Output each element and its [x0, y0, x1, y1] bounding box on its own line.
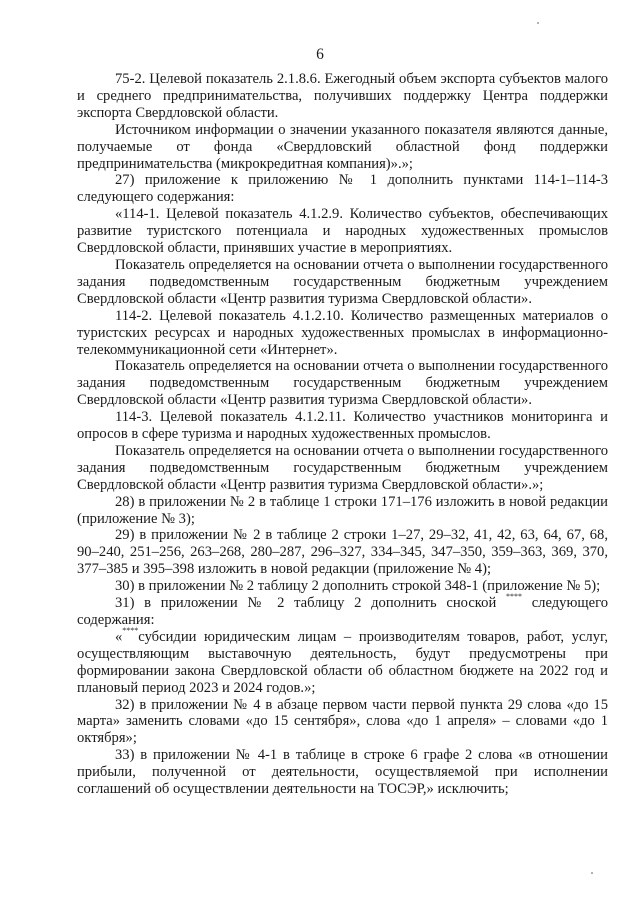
paragraph-114-1: «114-1. Целевой показатель 4.1.2.9. Количество субъектов, обеспечивающих развитие туристского потенциала и народных художественных промыслов Свердловской области, принявших участие в мероприятиях. — [77, 206, 608, 257]
text-segment: следующего содержания: — [77, 595, 608, 628]
paragraph-114-3: 114-3. Целевой показатель 4.1.2.11. Количество участников мониторинга и опросов в сфере туризма и народных художественных промыслов. — [77, 409, 608, 443]
paragraph-item-27: 27) приложение к приложению № 1 дополнить пунктами 114-1–114-3 следующего содержания: — [77, 172, 608, 206]
footnote-marker: **** — [122, 626, 139, 636]
text-segment: « — [115, 628, 123, 645]
scan-speck — [591, 872, 593, 874]
paragraph-item-28: 28) в приложении № 2 в таблице 1 строки 171–176 изложить в новой редакции (приложение № 3); — [77, 493, 608, 527]
paragraph-footnote-text — [77, 626, 608, 697]
text-segment: 31) в приложении № 2 таблицу 2 дополнить сноской — [115, 595, 506, 612]
text-segment: субсидии юридическим лицам – производителям товаров, работ, услуг, осуществляющим выставочную деятельность, будут предусмотрены при формировании закона Свердловской области об областном бюджете на 2022 год и плановый период 2023 и 2024 годов.»; — [77, 628, 608, 696]
page-number: 6 — [316, 46, 324, 63]
paragraph-indicator-definition: Показатель определяется на основании отчета о выполнении государственного задания подведомственным государственным бюджетным учреждением Свердловской области «Центр развития туризма Свердловской области». — [77, 256, 608, 307]
footnote-marker: **** — [505, 592, 522, 602]
paragraph-indicator-definition: Показатель определяется на основании отчета о выполнении государственного задания подведомственным государственным бюджетным учреждением Свердловской области «Центр развития туризма Свердловской области». — [77, 358, 608, 409]
paragraph-item-33: 33) в приложении № 4-1 в таблице в строке 6 графе 2 слова «в отношении прибыли, полученной от деятельности, осуществляемой при исполнении соглашений об осуществлении деятельности на ТОСЭР,» исключить; — [77, 747, 608, 798]
paragraph-75-2: 75-2. Целевой показатель 2.1.8.6. Ежегодный объем экспорта субъектов малого и среднего предпринимательства, получивших поддержку Центра поддержки экспорта Свердловской области. — [77, 71, 608, 121]
paragraph-114-2: 114-2. Целевой показатель 4.1.2.10. Количество размещенных материалов о туристских ресурсах и народных художественных промыслах в информационно-телекоммуникационной сети «Интернет». — [77, 307, 608, 358]
paragraph-item-29: 29) в приложении № 2 в таблице 2 строки 1–27, 29–32, 41, 42, 63, 64, 67, 68, 90–240, 251–256, 263–268, 280–287, 296–327, 334–345, 347–350, 359–363, 369, 370, 377–385 и 395–398 изложить в новой редакции (приложение № 4); — [77, 527, 608, 578]
scan-speck — [537, 22, 539, 24]
paragraph-indicator-definition: Показатель определяется на основании отчета о выполнении государственного задания подведомственным государственным бюджетным учреждением Свердловской области «Центр развития туризма Свердловской области».»; — [77, 442, 608, 493]
paragraph-information-source: Источником информации о значении указанного показателя являются данные, получаемые от фонда «Свердловский областной фонд поддержки предпринимательства (микрокредитная компания)».»; — [77, 121, 608, 172]
paragraph-item-31 — [77, 592, 608, 629]
paragraph-item-30: 30) в приложении № 2 таблицу 2 дополнить строкой 348-1 (приложение № 5); — [115, 578, 601, 595]
document-body — [77, 71, 608, 798]
paragraph-item-32: 32) в приложении № 4 в абзаце первом части первой пункта 29 слова «до 15 марта» заменить словами «до 15 сентября», слова «до 1 апреля» – словами «до 1 октября»; — [77, 696, 608, 747]
